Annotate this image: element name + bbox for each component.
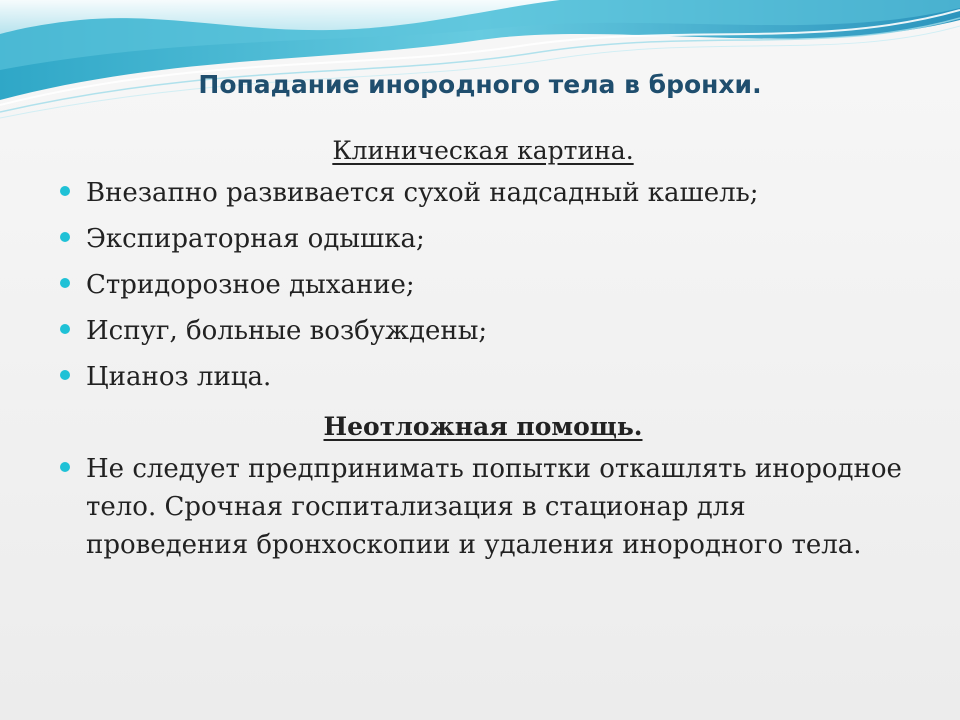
section-heading-emergency: Неотложная помощь. [323,412,643,441]
bullet-icon [60,370,70,380]
list-item [58,450,908,564]
clinical-list [58,174,908,396]
list-item [58,266,908,304]
bullet-icon [60,462,70,472]
emergency-list [58,450,908,564]
list-item-text: Внезапно развивается сухой надсадный кашель; [86,178,759,208]
bullet-icon [60,186,70,196]
bullet-icon [60,232,70,242]
list-item-text: Не следует предпринимать попытки откашлять инородное тело. Срочная госпитализация в стационар для проведения бронхоскопии и удаления инородного тела. [86,454,902,560]
bullet-icon [60,324,70,334]
section-heading-clinical: Клиническая картина. [332,136,634,165]
list-item [58,312,908,350]
list-item-text: Стридорозное дыхание; [86,270,415,300]
list-item [58,358,908,396]
slide-content [58,128,908,572]
bullet-icon [60,278,70,288]
list-item [58,220,908,258]
slide-title: Попадание инородного тела в бронхи. [198,70,762,99]
list-item-text: Испуг, больные возбуждены; [86,316,488,346]
wave-header-decoration [0,0,960,130]
list-item-text: Цианоз лица. [86,362,272,392]
list-item-text: Экспираторная одышка; [86,224,425,254]
list-item [58,174,908,212]
